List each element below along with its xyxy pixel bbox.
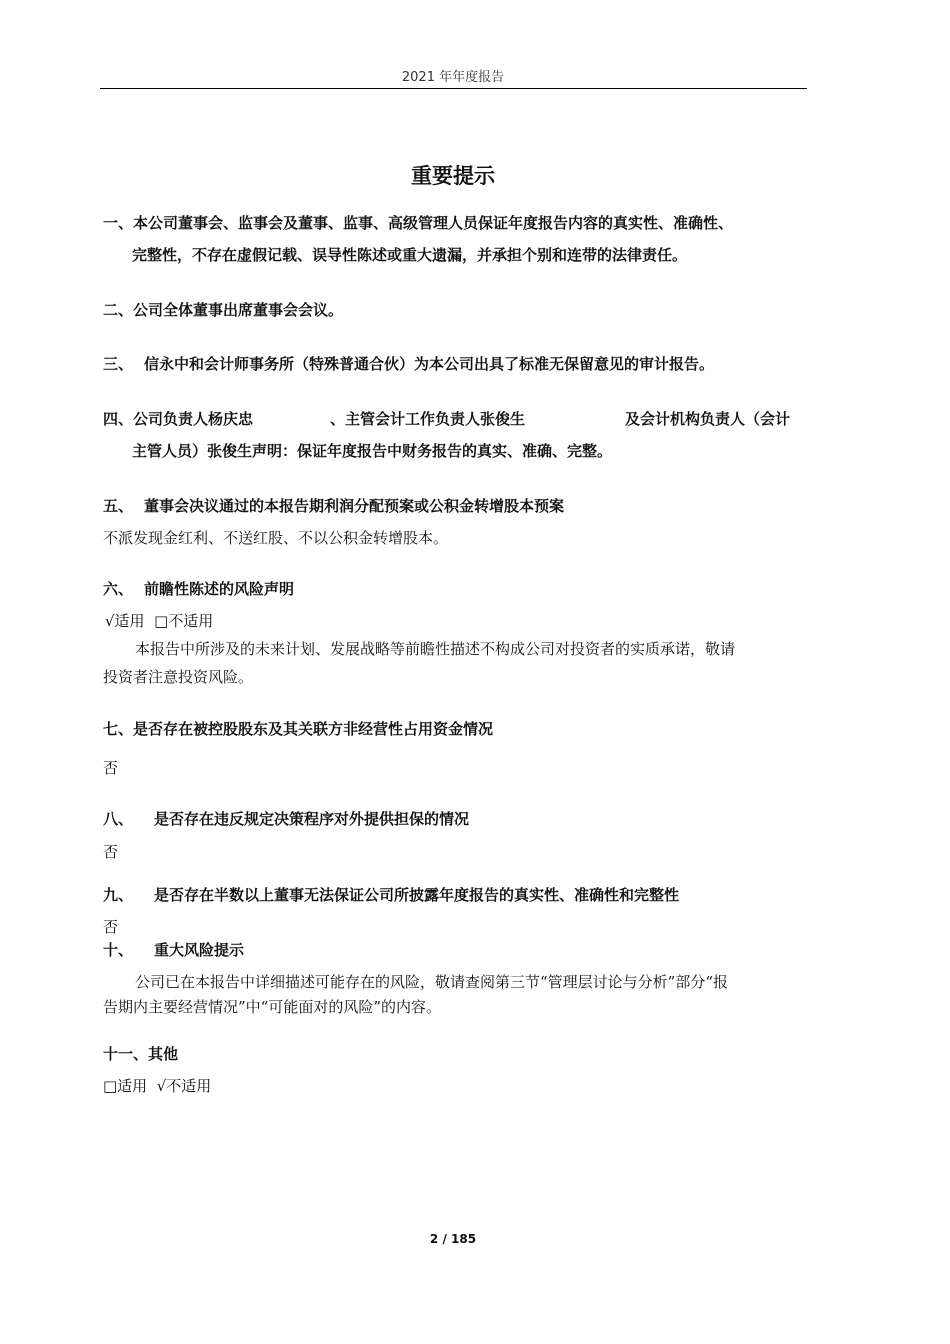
item-6-number: 六、 xyxy=(103,580,134,598)
item-8-number: 八、 xyxy=(103,810,134,828)
item-3-number: 三、 xyxy=(103,355,134,373)
item-6-body-line-2: 投资者注意投资风险。 xyxy=(103,668,254,686)
item-10-body-line-2: 告期内主要经营情况”中“可能面对的风险”的内容。 xyxy=(103,998,442,1016)
item-5-body: 不派发现金红利、不送红股、不以公积金转增股本。 xyxy=(103,529,449,547)
page-number: 2 / 185 xyxy=(429,1232,477,1246)
item-2: 二、公司全体董事出席董事会会议。 xyxy=(103,301,344,319)
item-4-line-2: 主管人员）张俊生声明：保证年度报告中财务报告的真实、准确、完整。 xyxy=(132,442,613,460)
item-3-text: 信永中和会计师事务所（特殊普通合伙）为本公司出具了标准无保留意见的审计报告。 xyxy=(144,355,715,373)
item-8-heading: 是否存在违反规定决策程序对外提供担保的情况 xyxy=(154,810,470,828)
header-divider xyxy=(100,88,807,89)
item-9-answer: 否 xyxy=(103,918,119,936)
item-7-heading: 七、是否存在被控股股东及其关联方非经营性占用资金情况 xyxy=(103,720,494,738)
item-4-part-a: 四、公司负责人杨庆忠 xyxy=(103,410,254,428)
item-11-options: □适用 √不适用 xyxy=(103,1077,212,1095)
item-1-line-1: 一、本公司董事会、监事会及董事、监事、高级管理人员保证年度报告内容的真实性、准确性、 xyxy=(103,214,734,232)
item-10-number: 十、 xyxy=(103,941,134,959)
item-5-heading: 董事会决议通过的本报告期利润分配预案或公积金转增股本预案 xyxy=(144,497,565,515)
item-6-body-line-1: 本报告中所涉及的未来计划、发展战略等前瞻性描述不构成公司对投资者的实质承诺，敬请 xyxy=(135,640,736,658)
header-title: 2021 年年度报告 xyxy=(401,70,505,85)
page-title: 重要提示 xyxy=(411,164,495,188)
item-7-answer: 否 xyxy=(103,759,119,777)
item-9-number: 九、 xyxy=(103,886,134,904)
item-10-body-line-1: 公司已在本报告中详细描述可能存在的风险，敬请查阅第三节“管理层讨论与分析”部分“报 xyxy=(135,973,729,991)
item-6-options: √适用 □不适用 xyxy=(105,612,214,630)
item-11-heading: 十一、其他 xyxy=(103,1045,179,1063)
item-4-part-b: 、主管会计工作负责人张俊生 xyxy=(330,410,526,428)
item-4-part-c: 及会计机构负责人（会计 xyxy=(625,410,791,428)
item-6-heading: 前瞻性陈述的风险声明 xyxy=(144,580,295,598)
item-1-line-2: 完整性，不存在虚假记载、误导性陈述或重大遗漏，并承担个别和连带的法律责任。 xyxy=(132,246,688,264)
item-9-heading: 是否存在半数以上董事无法保证公司所披露年度报告的真实性、准确性和完整性 xyxy=(154,886,680,904)
item-5-number: 五、 xyxy=(103,497,134,515)
item-10-heading: 重大风险提示 xyxy=(154,941,245,959)
item-8-answer: 否 xyxy=(103,843,119,861)
